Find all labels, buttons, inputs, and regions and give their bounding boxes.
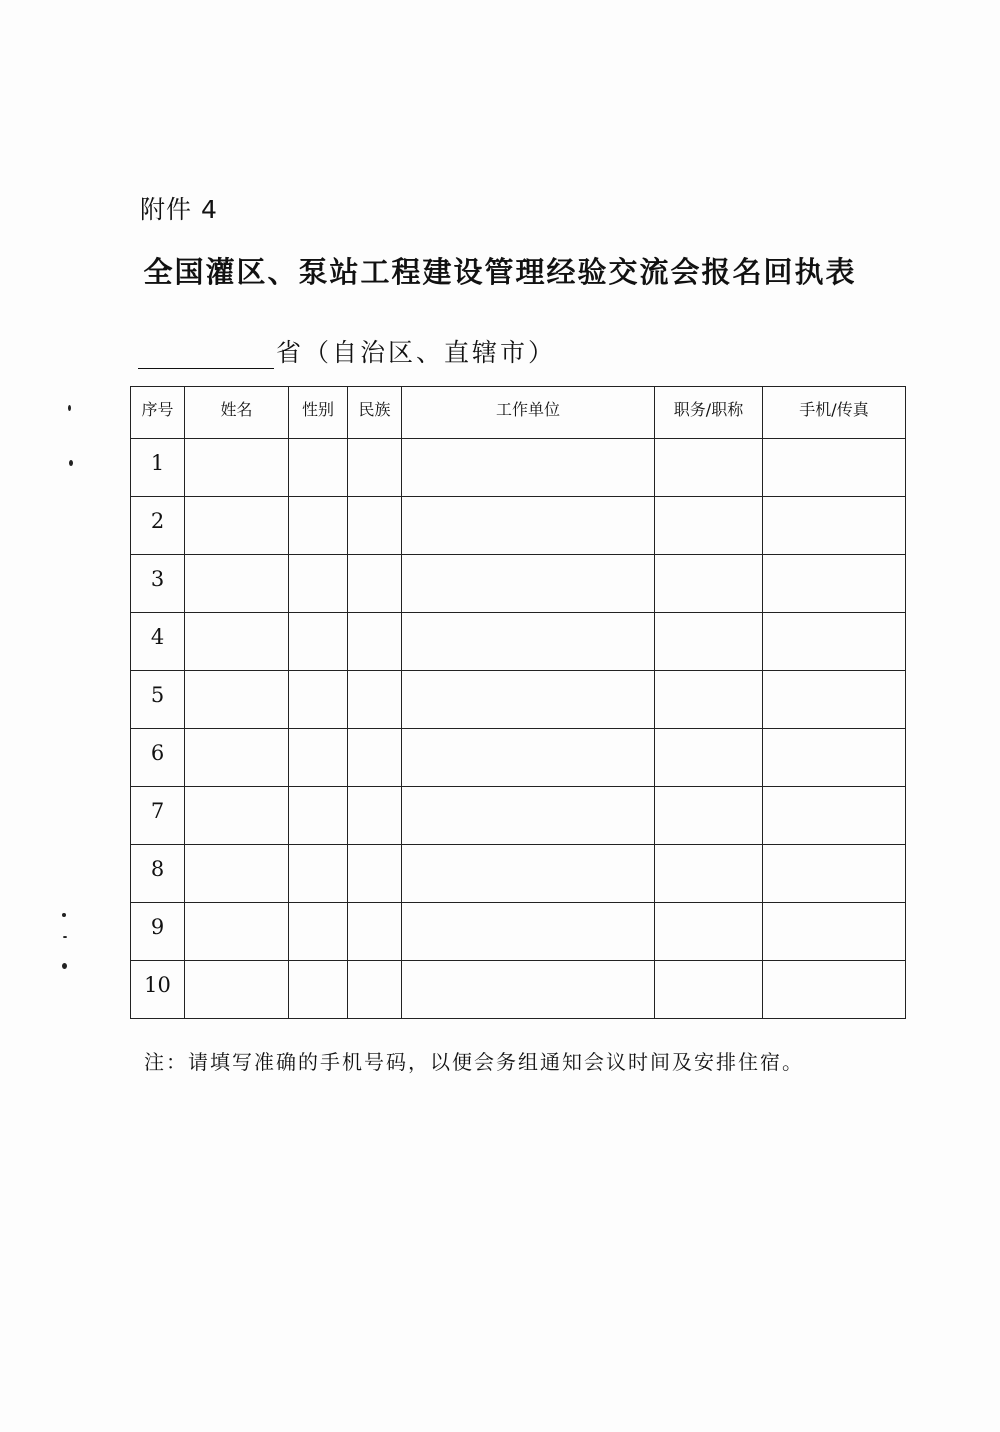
work-unit-cell[interactable]	[402, 787, 655, 845]
gender-cell[interactable]	[289, 787, 348, 845]
position-title-cell[interactable]	[655, 903, 763, 961]
name-cell[interactable]	[185, 497, 289, 555]
phone-fax-cell[interactable]	[763, 555, 906, 613]
header-gender: 性别	[289, 387, 348, 439]
document-title: 全国灌区、泵站工程建设管理经验交流会报名回执表	[143, 255, 857, 289]
gender-cell[interactable]	[289, 497, 348, 555]
gender-cell[interactable]	[289, 439, 348, 497]
ethnicity-cell[interactable]	[348, 439, 402, 497]
scan-speck	[62, 913, 66, 917]
position-title-cell[interactable]	[655, 961, 763, 1019]
row-seq-number: 1	[131, 439, 185, 497]
ethnicity-cell[interactable]	[348, 787, 402, 845]
name-cell[interactable]	[185, 961, 289, 1019]
work-unit-cell[interactable]	[402, 961, 655, 1019]
header-seq: 序号	[131, 387, 185, 439]
phone-fax-cell[interactable]	[763, 961, 906, 1019]
position-title-cell[interactable]	[655, 787, 763, 845]
ethnicity-cell[interactable]	[348, 497, 402, 555]
ethnicity-cell[interactable]	[348, 555, 402, 613]
work-unit-cell[interactable]	[402, 439, 655, 497]
row-seq-number: 9	[131, 903, 185, 961]
ethnicity-cell[interactable]	[348, 671, 402, 729]
position-title-cell[interactable]	[655, 671, 763, 729]
position-title-cell[interactable]	[655, 613, 763, 671]
ethnicity-cell[interactable]	[348, 729, 402, 787]
registration-table	[130, 386, 906, 1019]
gender-cell[interactable]	[289, 729, 348, 787]
table-header-row	[131, 387, 906, 439]
ethnicity-cell[interactable]	[348, 613, 402, 671]
name-cell[interactable]	[185, 671, 289, 729]
row-seq-number: 4	[131, 613, 185, 671]
name-cell[interactable]	[185, 439, 289, 497]
name-cell[interactable]	[185, 903, 289, 961]
table-row	[131, 497, 906, 555]
attachment-label: 附件 4	[140, 195, 218, 224]
row-seq-number: 7	[131, 787, 185, 845]
ethnicity-cell[interactable]	[348, 845, 402, 903]
table-row	[131, 613, 906, 671]
phone-fax-cell[interactable]	[763, 903, 906, 961]
header-ethnicity: 民族	[348, 387, 402, 439]
phone-fax-cell[interactable]	[763, 439, 906, 497]
province-blank[interactable]	[138, 342, 274, 369]
work-unit-cell[interactable]	[402, 845, 655, 903]
row-seq-number: 6	[131, 729, 185, 787]
row-seq-number: 3	[131, 555, 185, 613]
phone-fax-cell[interactable]	[763, 845, 906, 903]
phone-fax-cell[interactable]	[763, 497, 906, 555]
gender-cell[interactable]	[289, 671, 348, 729]
header-work-unit: 工作单位	[402, 387, 655, 439]
phone-fax-cell[interactable]	[763, 787, 906, 845]
table-row	[131, 903, 906, 961]
work-unit-cell[interactable]	[402, 613, 655, 671]
row-seq-number: 5	[131, 671, 185, 729]
name-cell[interactable]	[185, 787, 289, 845]
row-seq-number: 2	[131, 497, 185, 555]
position-title-cell[interactable]	[655, 729, 763, 787]
work-unit-cell[interactable]	[402, 729, 655, 787]
name-cell[interactable]	[185, 729, 289, 787]
row-seq-number: 8	[131, 845, 185, 903]
gender-cell[interactable]	[289, 961, 348, 1019]
gender-cell[interactable]	[289, 845, 348, 903]
scan-speck	[69, 460, 73, 466]
table-row	[131, 787, 906, 845]
gender-cell[interactable]	[289, 903, 348, 961]
phone-fax-cell[interactable]	[763, 729, 906, 787]
table-row	[131, 729, 906, 787]
phone-fax-cell[interactable]	[763, 671, 906, 729]
header-phone-fax: 手机/传真	[763, 387, 906, 439]
name-cell[interactable]	[185, 555, 289, 613]
phone-fax-cell[interactable]	[763, 613, 906, 671]
table-row	[131, 671, 906, 729]
scan-speck	[68, 405, 71, 411]
header-name: 姓名	[185, 387, 289, 439]
table-row	[131, 845, 906, 903]
scan-speck	[63, 936, 67, 938]
work-unit-cell[interactable]	[402, 555, 655, 613]
gender-cell[interactable]	[289, 555, 348, 613]
ethnicity-cell[interactable]	[348, 903, 402, 961]
work-unit-cell[interactable]	[402, 497, 655, 555]
work-unit-cell[interactable]	[402, 903, 655, 961]
province-line	[138, 333, 556, 369]
table-row	[131, 555, 906, 613]
gender-cell[interactable]	[289, 613, 348, 671]
work-unit-cell[interactable]	[402, 671, 655, 729]
name-cell[interactable]	[185, 845, 289, 903]
scan-speck	[62, 963, 67, 969]
province-suffix: 省（自治区、直辖市）	[276, 338, 557, 367]
row-seq-number: 10	[131, 961, 185, 1019]
name-cell[interactable]	[185, 613, 289, 671]
position-title-cell[interactable]	[655, 497, 763, 555]
position-title-cell[interactable]	[655, 555, 763, 613]
table-row	[131, 439, 906, 497]
position-title-cell[interactable]	[655, 439, 763, 497]
ethnicity-cell[interactable]	[348, 961, 402, 1019]
footnote: 注：请填写准确的手机号码，以便会务组通知会议时间及安排住宿。	[144, 1050, 804, 1074]
header-position-title: 职务/职称	[655, 387, 763, 439]
table-row	[131, 961, 906, 1019]
position-title-cell[interactable]	[655, 845, 763, 903]
